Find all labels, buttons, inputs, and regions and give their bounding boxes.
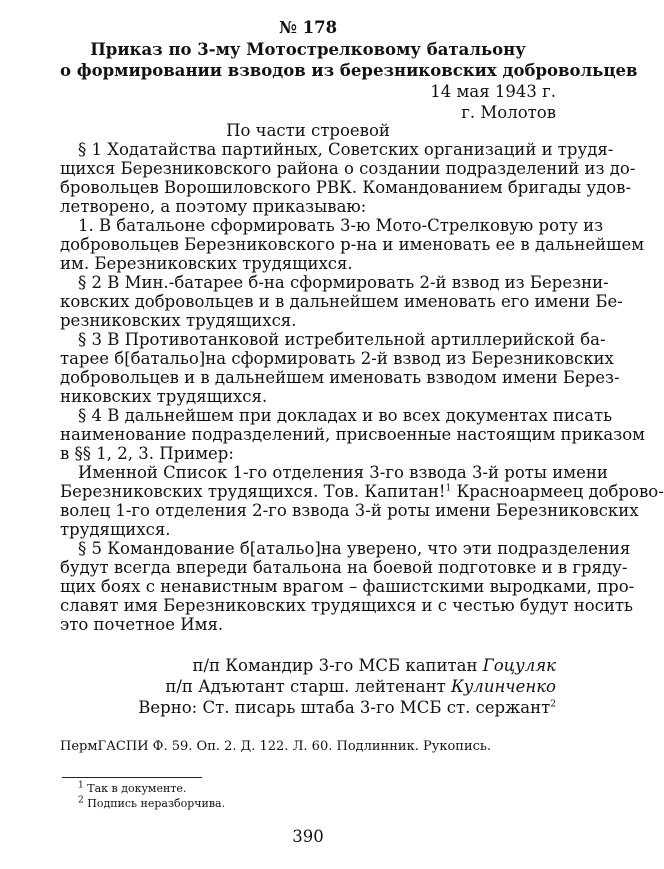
order-title-line2: о формировании взводов из березниковских добровольцев	[60, 61, 638, 80]
footnote-divider	[62, 777, 202, 778]
body-line: славят имя Березниковских трудящихся и с честью будут носить	[60, 596, 633, 615]
footnote-number: 2	[78, 795, 84, 806]
footnote	[78, 797, 574, 811]
signature-adjutant	[60, 677, 556, 697]
footnote-text: Так в документе.	[87, 782, 187, 795]
body-line: § 5 Командование б[атальо]на уверено, что эти подразделения	[78, 539, 631, 558]
order-number: № 178	[278, 18, 338, 37]
footnote-text: Подпись неразборчива.	[87, 797, 226, 810]
body-line: Именной Список 1-го отделения 3-го взвода 3-й роты имени	[78, 463, 608, 482]
footnote-number: 1	[78, 780, 84, 791]
footnote	[78, 782, 574, 796]
body-line: § 1 Ходатайства партийных, Советских организаций и трудя-	[78, 140, 614, 159]
body-line: щих боях с ненавистным врагом – фашистскими выродками, про-	[60, 577, 635, 596]
body-line: летворено, а поэтому приказываю:	[60, 197, 367, 216]
body-line-text: Красноармеец доброво-	[451, 482, 664, 501]
body-line: тарее б[батальо]на сформировать 2-й взвод из Березниковских	[60, 349, 614, 368]
order-date: 14 мая 1943 г.	[430, 82, 556, 101]
body-line: наименование подразделений, присвоенные настоящим приказом	[60, 425, 645, 444]
body-line: бровольцев Ворошиловского РВК. Командованием бригады удов-	[60, 178, 632, 197]
body-line: щихся Березниковского района о создании подразделений из до-	[60, 159, 636, 178]
body-line: ковских добровольцев и в дальнейшем именовать его имени Бе-	[60, 292, 623, 311]
body-line: добровольцев Березниковского р-на и именовать ее в дальнейшем	[60, 235, 645, 254]
body-line-text: Березниковских трудящихся. Тов. Капитан!	[60, 482, 446, 501]
body-line: будут всегда впереди батальона на боевой подготовке и в гряду-	[60, 558, 628, 577]
footnote-ref: 2	[550, 699, 556, 710]
page-number: 390	[292, 827, 324, 846]
footnote-ref: 1	[445, 483, 452, 494]
body-line: добровольцев и в дальнейшем именовать взводом имени Берез-	[60, 368, 620, 387]
body-line: это почетное Имя.	[60, 615, 224, 634]
body-line: 1. В батальоне сформировать 3-ю Мото-Стрелковую роту из	[78, 216, 604, 235]
body-line: § 4 В дальнейшем при докладах и во всех документах писать	[78, 406, 613, 425]
order-place: г. Молотов	[461, 103, 556, 122]
archive-source: ПермГАСПИ Ф. 59. Оп. 2. Д. 122. Л. 60. Подлинник. Рукопись.	[60, 739, 492, 754]
signature-name: Кулинченко	[450, 677, 556, 696]
body-line: никовских трудящихся.	[60, 387, 268, 406]
body-line: § 3 В Противотанковой истребительной артиллерийской ба-	[78, 330, 606, 349]
body-line	[60, 482, 664, 502]
signature-text: Верно: Ст. писарь штаба 3-го МСБ ст. сержант	[138, 698, 551, 717]
section-heading: По части строевой	[226, 121, 390, 140]
signature-name: Гоцуляк	[482, 656, 556, 675]
body-line: им. Березниковских трудящихся.	[60, 254, 353, 273]
body-line: в §§ 1, 2, 3. Пример:	[60, 444, 234, 463]
signature-text: п/п Адъютант старш. лейтенант	[165, 677, 451, 696]
signature-clerk	[60, 698, 556, 718]
order-title-line1: Приказ по 3-му Мотострелковому батальону	[90, 40, 526, 59]
signature-commander	[60, 656, 556, 676]
body-line: трудящихся.	[60, 520, 171, 539]
signature-text: п/п Командир 3-го МСБ капитан	[192, 656, 483, 675]
body-line: резниковских трудящихся.	[60, 311, 297, 330]
body-line: волец 1-го отделения 2-го взвода 3-й роты имени Березниковских	[60, 501, 639, 520]
body-line: § 2 В Мин.-батарее б-на сформировать 2-й взвод из Березни-	[78, 273, 609, 292]
